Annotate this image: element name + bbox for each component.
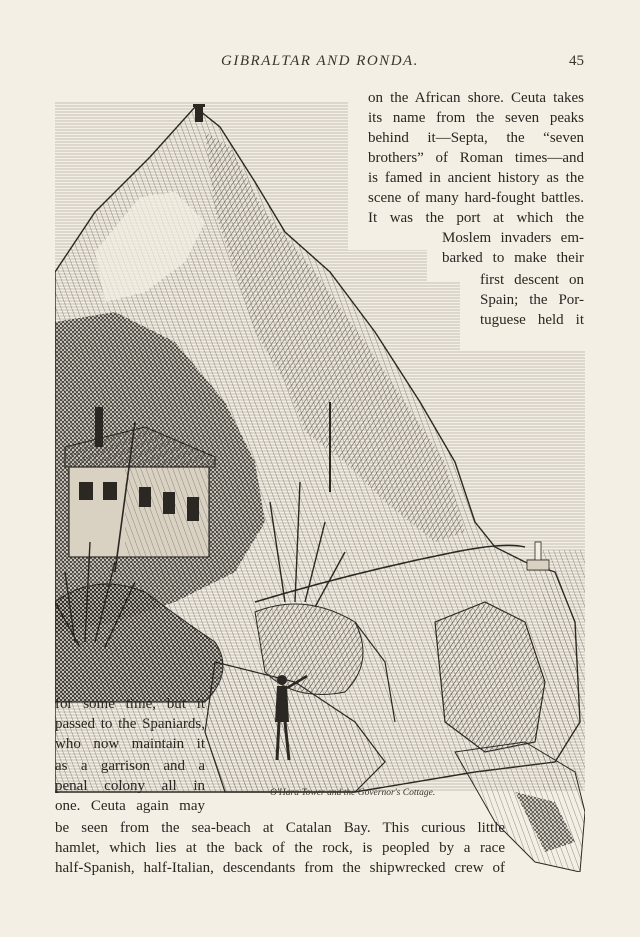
- text-line: be seen from the sea-beach at Catalan Bay. This curious little: [55, 820, 505, 836]
- text-line: Moslem invaders em-: [442, 230, 584, 246]
- running-head: GIBRALTAR AND RONDA.: [221, 53, 419, 69]
- page-header: [0, 53, 640, 75]
- text-line: as a garrison and a: [55, 758, 205, 774]
- text-line: barked to make their: [442, 250, 584, 266]
- text-line: scene of many hard-fought battles.: [368, 190, 584, 206]
- text-line: brothers” of Roman times—and: [368, 150, 584, 166]
- text-line: Spain; the Por-: [480, 292, 584, 308]
- text-line: first descent on: [480, 272, 584, 288]
- illustration-caption: O'Hara Tower and the Governor's Cottage.: [270, 788, 436, 798]
- text-line: penal colony all in: [55, 778, 205, 794]
- text-line: half-Spanish, half-Italian, descendants from the shipwrecked crew of: [55, 860, 505, 876]
- text-line: hamlet, which lies at the back of the rock, is peopled by a race: [55, 840, 505, 856]
- text-line: behind it—Septa, the “seven: [368, 130, 584, 146]
- text-line: who now maintain it: [55, 736, 205, 752]
- text-line: is famed in ancient history as the: [368, 170, 584, 186]
- text-line: It was the port at which the: [368, 210, 584, 226]
- text-line: passed to the Spaniards,: [55, 716, 205, 732]
- text-line: its name from the seven peaks: [368, 110, 584, 126]
- text-line: one. Ceuta again may: [55, 798, 205, 814]
- text-line: on the African shore. Ceuta takes: [368, 90, 584, 106]
- text-line: tuguese held it: [480, 312, 584, 328]
- page-number: 45: [569, 53, 584, 69]
- text-line: for some time, but it: [55, 696, 205, 712]
